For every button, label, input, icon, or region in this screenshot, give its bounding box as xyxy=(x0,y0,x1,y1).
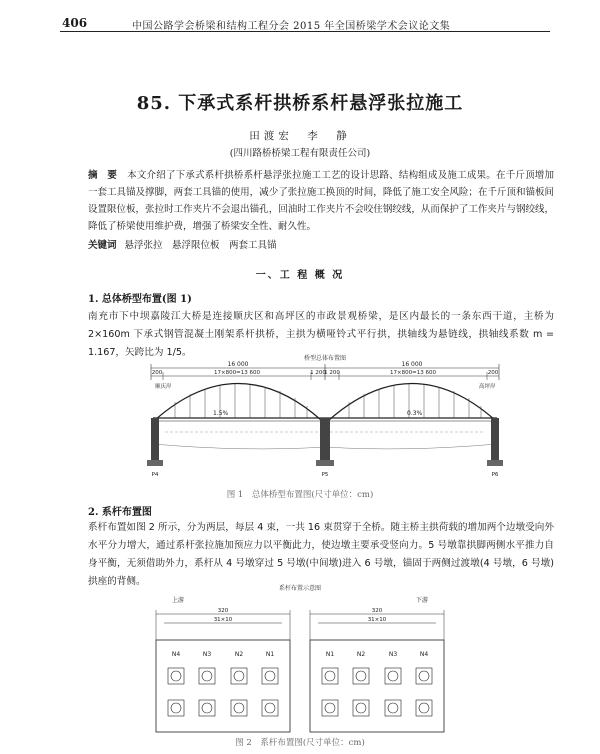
figure-1 xyxy=(145,352,505,487)
keywords-label: 关键词 xyxy=(88,240,117,251)
group-label-left-n4: N4 xyxy=(171,651,181,658)
figure-1-drawing xyxy=(145,352,505,487)
dim-right-2: 17×800=13 600 xyxy=(390,370,436,376)
page-number: 406 xyxy=(62,16,88,30)
pier-label-p4: P4 xyxy=(151,472,159,478)
group-label-right-n1: N1 xyxy=(325,651,335,658)
dim-left-2: 17×800=13 600 xyxy=(214,370,260,376)
group-label-left-n2: N2 xyxy=(234,651,244,658)
slope-right: 0.3% xyxy=(407,410,423,417)
paragraph-1: 南充市下中坝嘉陵江大桥是连接顺庆区和高坪区的市政景观桥梁，是区内最长的一条东西干道，主桥为 2×160m 下承式钢管混凝土刚架系杆拱桥，主拱为横哑铃式平行拱，拱轴线为悬链线，拱轴线系数 m = 1.167，矢跨比为 1/5。 xyxy=(88,311,554,358)
keywords xyxy=(88,237,554,251)
figure-2-drawing xyxy=(150,582,450,734)
running-head: 中国公路学会桥梁和结构工程分会 2015 年全国桥梁学术会议论文集 xyxy=(132,21,451,32)
dim-right-1: 1 200 xyxy=(324,370,340,376)
sub-dim-right: 31×10 xyxy=(367,617,387,623)
pier-middle xyxy=(320,418,330,462)
abstract-label: 摘 要 xyxy=(88,170,118,181)
figure-1-caption: 图 1 总体桥型布置图(尺寸单位：cm) xyxy=(226,490,374,500)
abstract-text: 本文介绍了下承式系杆拱桥系杆悬浮张拉施工工艺的设计思路、结构组成及施工成果。在千斤顶增加一套工具锚及撑脚，两套工具锚的使用，减少了张拉施工换顶的时间，降低了施工安全风险；在千斤顶和锚板间设置限位板，张拉时工作夹片不会退出锚孔，回油时工作夹片不会咬住钢绞线，从而保护了工作夹片与钢绞线，降低了桥梁使用维护费，增强了桥梁安全性、耐久性。 xyxy=(88,170,554,232)
dim-left-1: 200 xyxy=(151,370,163,376)
label-upstream: 上游 xyxy=(172,597,185,604)
arch-left xyxy=(155,384,321,421)
group-label-right-n2: N2 xyxy=(356,651,366,658)
width-dim-right: 320 xyxy=(371,608,383,614)
dim-total-right: 16 000 xyxy=(401,361,423,368)
abstract xyxy=(88,167,554,235)
dim-total-left: 16 000 xyxy=(227,361,249,368)
tendon-anchors xyxy=(168,668,432,716)
group-label-left-n3: N3 xyxy=(202,651,212,658)
figure-2 xyxy=(150,582,450,734)
affiliation: (四川路桥桥梁工程有限责任公司) xyxy=(229,148,371,159)
label-downstream: 下游 xyxy=(416,597,429,604)
section-heading: 一、工 程 概 况 xyxy=(255,270,345,281)
dim-right-3: 200 xyxy=(487,370,499,376)
label-right-bank: 高坪岸 xyxy=(479,384,496,390)
paragraph-2: 系杆布置如图 2 所示，分为两层，每层 4 束，一共 16 束贯穿于全桥。随主桥主拱荷载的增加两个边墩受向外水平分力增大，通过系杆张拉施加预应力以平衡此力，使边墩主要承受竖向力。5 号墩靠拱脚两侧水平推力自身平衡，无须借助外力，系杆从 4 号墩穿过 5 号墩(中间墩)进入 6 号墩，锚固于两侧过渡墩(4 号墩，6 号墩)拱座的背侧。 xyxy=(88,522,554,587)
group-label-right-n4: N4 xyxy=(419,651,429,658)
subsection-heading-1: 1. 总体桥型布置(图 1) xyxy=(88,294,192,305)
label-left-bank: 顺庆岸 xyxy=(155,384,172,390)
header-rule xyxy=(60,31,550,32)
group-label-left-n1: N1 xyxy=(265,651,275,658)
group-label-right-n3: N3 xyxy=(388,651,398,658)
pier-label-p6: P6 xyxy=(491,472,499,478)
sub-dim-left: 31×10 xyxy=(213,617,233,623)
pier-right xyxy=(491,418,499,462)
pier-label-p5: P5 xyxy=(321,472,329,478)
pier-left xyxy=(151,418,159,462)
article-title: 85. 下承式系杆拱桥系杆悬浮张拉施工 xyxy=(136,93,464,114)
slope-left: 1.5% xyxy=(213,410,229,417)
authors: 田渡宏 李 静 xyxy=(249,130,351,142)
keywords-text: 悬浮张拉 悬浮限位板 两套工具锚 xyxy=(124,240,277,251)
dim-left-3: 1 200 xyxy=(310,370,326,376)
subsection-heading-2: 2. 系杆布置图 xyxy=(88,507,152,518)
figure-2-title: 系杆布置示意图 xyxy=(278,585,322,592)
figure-2-caption: 图 2 系杆布置图(尺寸单位：cm) xyxy=(235,738,365,748)
figure-1-title: 桥型总体布置图 xyxy=(303,355,347,362)
width-dim-left: 320 xyxy=(217,608,229,614)
